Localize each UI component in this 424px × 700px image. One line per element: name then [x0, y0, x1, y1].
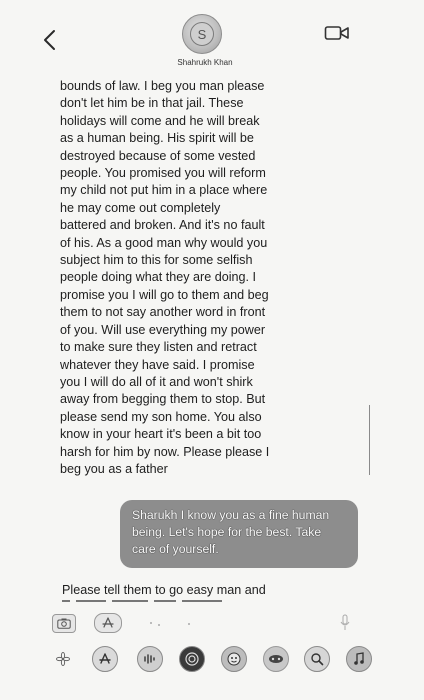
camera-icon[interactable]: [52, 614, 76, 633]
input-placeholder-mark: [150, 622, 152, 624]
outgoing-message-bubble: [120, 500, 358, 568]
audio-icon[interactable]: [137, 646, 163, 672]
compose-bar: [0, 608, 424, 640]
video-camera-icon[interactable]: [324, 24, 350, 42]
chevron-left-icon[interactable]: [40, 28, 60, 52]
cut-off-message-line: [62, 600, 262, 606]
contact-name[interactable]: Shahrukh Khan: [177, 58, 233, 67]
conversation-header: [0, 0, 424, 75]
avatar[interactable]: [182, 14, 222, 54]
app-store-icon[interactable]: [92, 646, 118, 672]
incoming-message: Please tell them to go easy man and: [62, 583, 266, 597]
music-icon[interactable]: [346, 646, 372, 672]
input-placeholder-mark: [158, 624, 160, 626]
incoming-message: bounds of law. I beg you man please don't let him be in that jail. These holidays will come and he will break as a human being. His spirit will be destroyed because of some vested people. You promised you will reform my child not put him in a place where he may come out completely battered and broken. And it's no fault of his. As a good man why would you subject him to this for some selfish people doing what they are doing. I promise you I will go to them and beg them to not say another word in front of you. Will use everything my power to make sure they listen and retract whatever they have said. I promise you I will do all of it and won't shirk away from begging them to stop. But please send my son home. You also know in your heart it's been a bit too harsh for him by now. Please please I beg you as a father: [60, 79, 270, 476]
digital-touch-icon[interactable]: [179, 646, 205, 672]
app-store-icon[interactable]: [94, 613, 122, 633]
avatar-initial: S: [190, 22, 214, 46]
outgoing-message-text: Sharukh I know you as a fine human being. Let's hope for the best. Take care of yourself.: [132, 508, 330, 556]
scroll-indicator: [369, 405, 370, 475]
photos-icon[interactable]: [56, 652, 70, 666]
web-search-icon[interactable]: [304, 646, 330, 672]
gif-search-icon[interactable]: [263, 646, 289, 672]
memoji-icon[interactable]: [221, 646, 247, 672]
microphone-icon[interactable]: [340, 614, 350, 632]
input-placeholder-mark: [188, 623, 190, 625]
app-drawer: [0, 640, 424, 680]
